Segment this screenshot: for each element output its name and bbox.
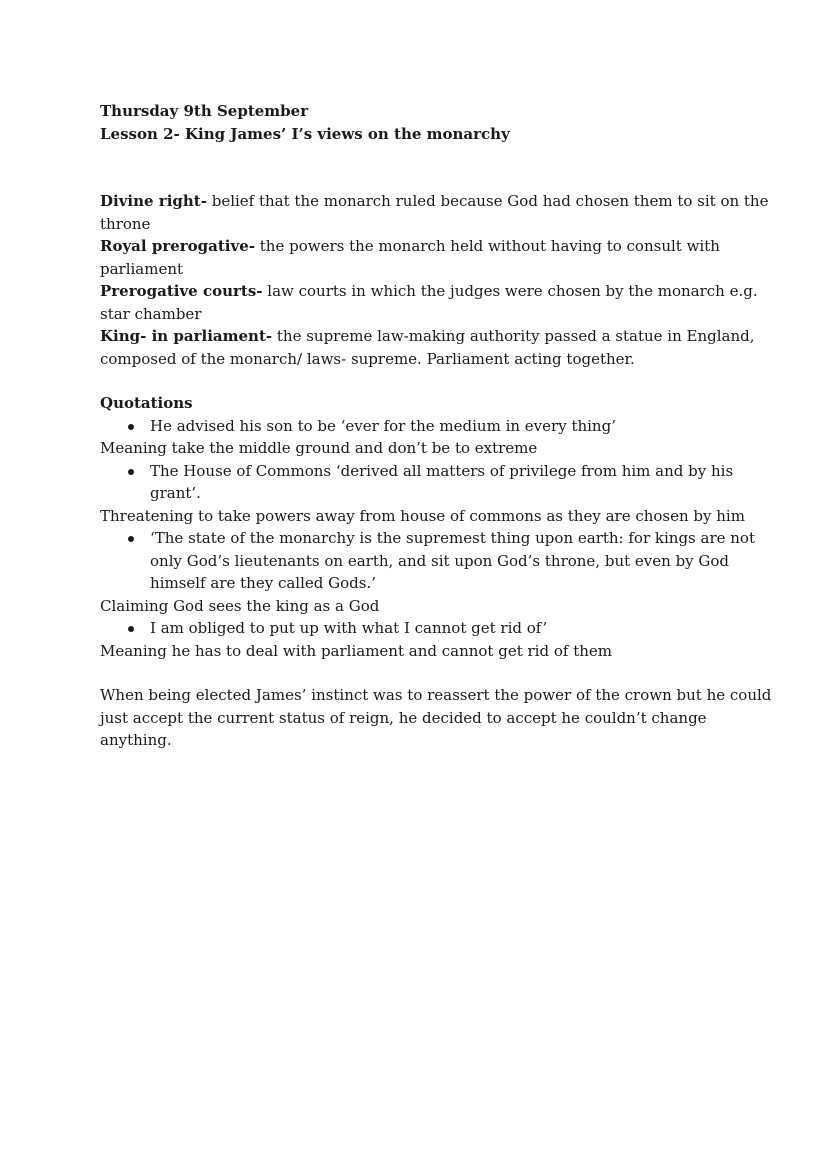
bullet-icon	[128, 626, 134, 632]
quotation-item: The House of Commons ‘derived all matters of privilege from him and by his	[100, 460, 740, 483]
conclusion-line: just accept the current status of reign, he decided to accept he couldn’t change	[100, 708, 707, 727]
bullet-icon	[128, 469, 134, 475]
bullet-icon	[128, 536, 134, 542]
definition-text: the supreme law-making authority passed a statue in England,	[272, 327, 755, 345]
definition-divine-right	[100, 190, 769, 213]
definition-term: King- in parliament-	[100, 327, 273, 345]
definition-king-in-parliament	[100, 325, 755, 348]
definitions-section	[100, 190, 769, 370]
definition-term: Prerogative courts-	[100, 282, 263, 300]
definition-text: belief that the monarch ruled because God had chosen them to sit on the	[206, 192, 769, 210]
definition-text-continued: parliament	[100, 259, 184, 278]
conclusion-paragraph	[100, 684, 772, 752]
definition-text-continued: star chamber	[100, 304, 202, 323]
definition-text: the powers the monarch held without having to consult with	[255, 237, 720, 255]
conclusion-line: anything.	[100, 731, 172, 749]
quotation-meaning: Meaning take the middle ground and don’t be to extreme	[100, 439, 538, 457]
definition-text-continued: throne	[100, 214, 151, 233]
quotation-continued: himself are they called Gods.’	[150, 574, 376, 592]
quotation-continued: grant’.	[150, 484, 201, 502]
quotation-continued: only God’s lieutenants on earth, and sit upon God’s throne, but even by God	[150, 551, 730, 570]
definition-prerogative-courts	[100, 280, 758, 303]
document-page	[100, 100, 772, 752]
quotation-meaning: Claiming God sees the king as a God	[100, 596, 380, 615]
definition-royal-prerogative	[100, 235, 740, 258]
quotation-meaning: Threatening to take powers away from house of commons as they are chosen by him	[100, 506, 745, 525]
definition-text-continued: composed of the monarch/ laws- supreme. Parliament acting together.	[100, 349, 635, 368]
definition-term: Royal prerogative-	[100, 237, 255, 255]
quotation-item: ‘The state of the monarchy is the supremest thing upon earth: for kings are not	[100, 527, 740, 550]
quotation-meaning: Meaning he has to deal with parliament and cannot get rid of them	[100, 641, 612, 660]
date-heading: Thursday 9th September	[100, 102, 309, 120]
definition-text: law courts in which the judges were chosen by the monarch e.g.	[262, 282, 758, 300]
lesson-title: Lesson 2- King James’ I’s views on the monarchy	[100, 124, 510, 143]
conclusion-line: When being elected James’ instinct was to reassert the power of the crown but he could	[100, 686, 772, 704]
definition-term: Divine right-	[100, 192, 207, 210]
quotation-item: I am obliged to put up with what I cannot get rid of’	[100, 617, 740, 640]
bullet-icon	[128, 424, 134, 430]
quotations-section	[100, 392, 755, 662]
quotation-item: He advised his son to be ‘ever for the medium in every thing’	[100, 415, 740, 438]
quotations-heading: Quotations	[100, 394, 193, 412]
